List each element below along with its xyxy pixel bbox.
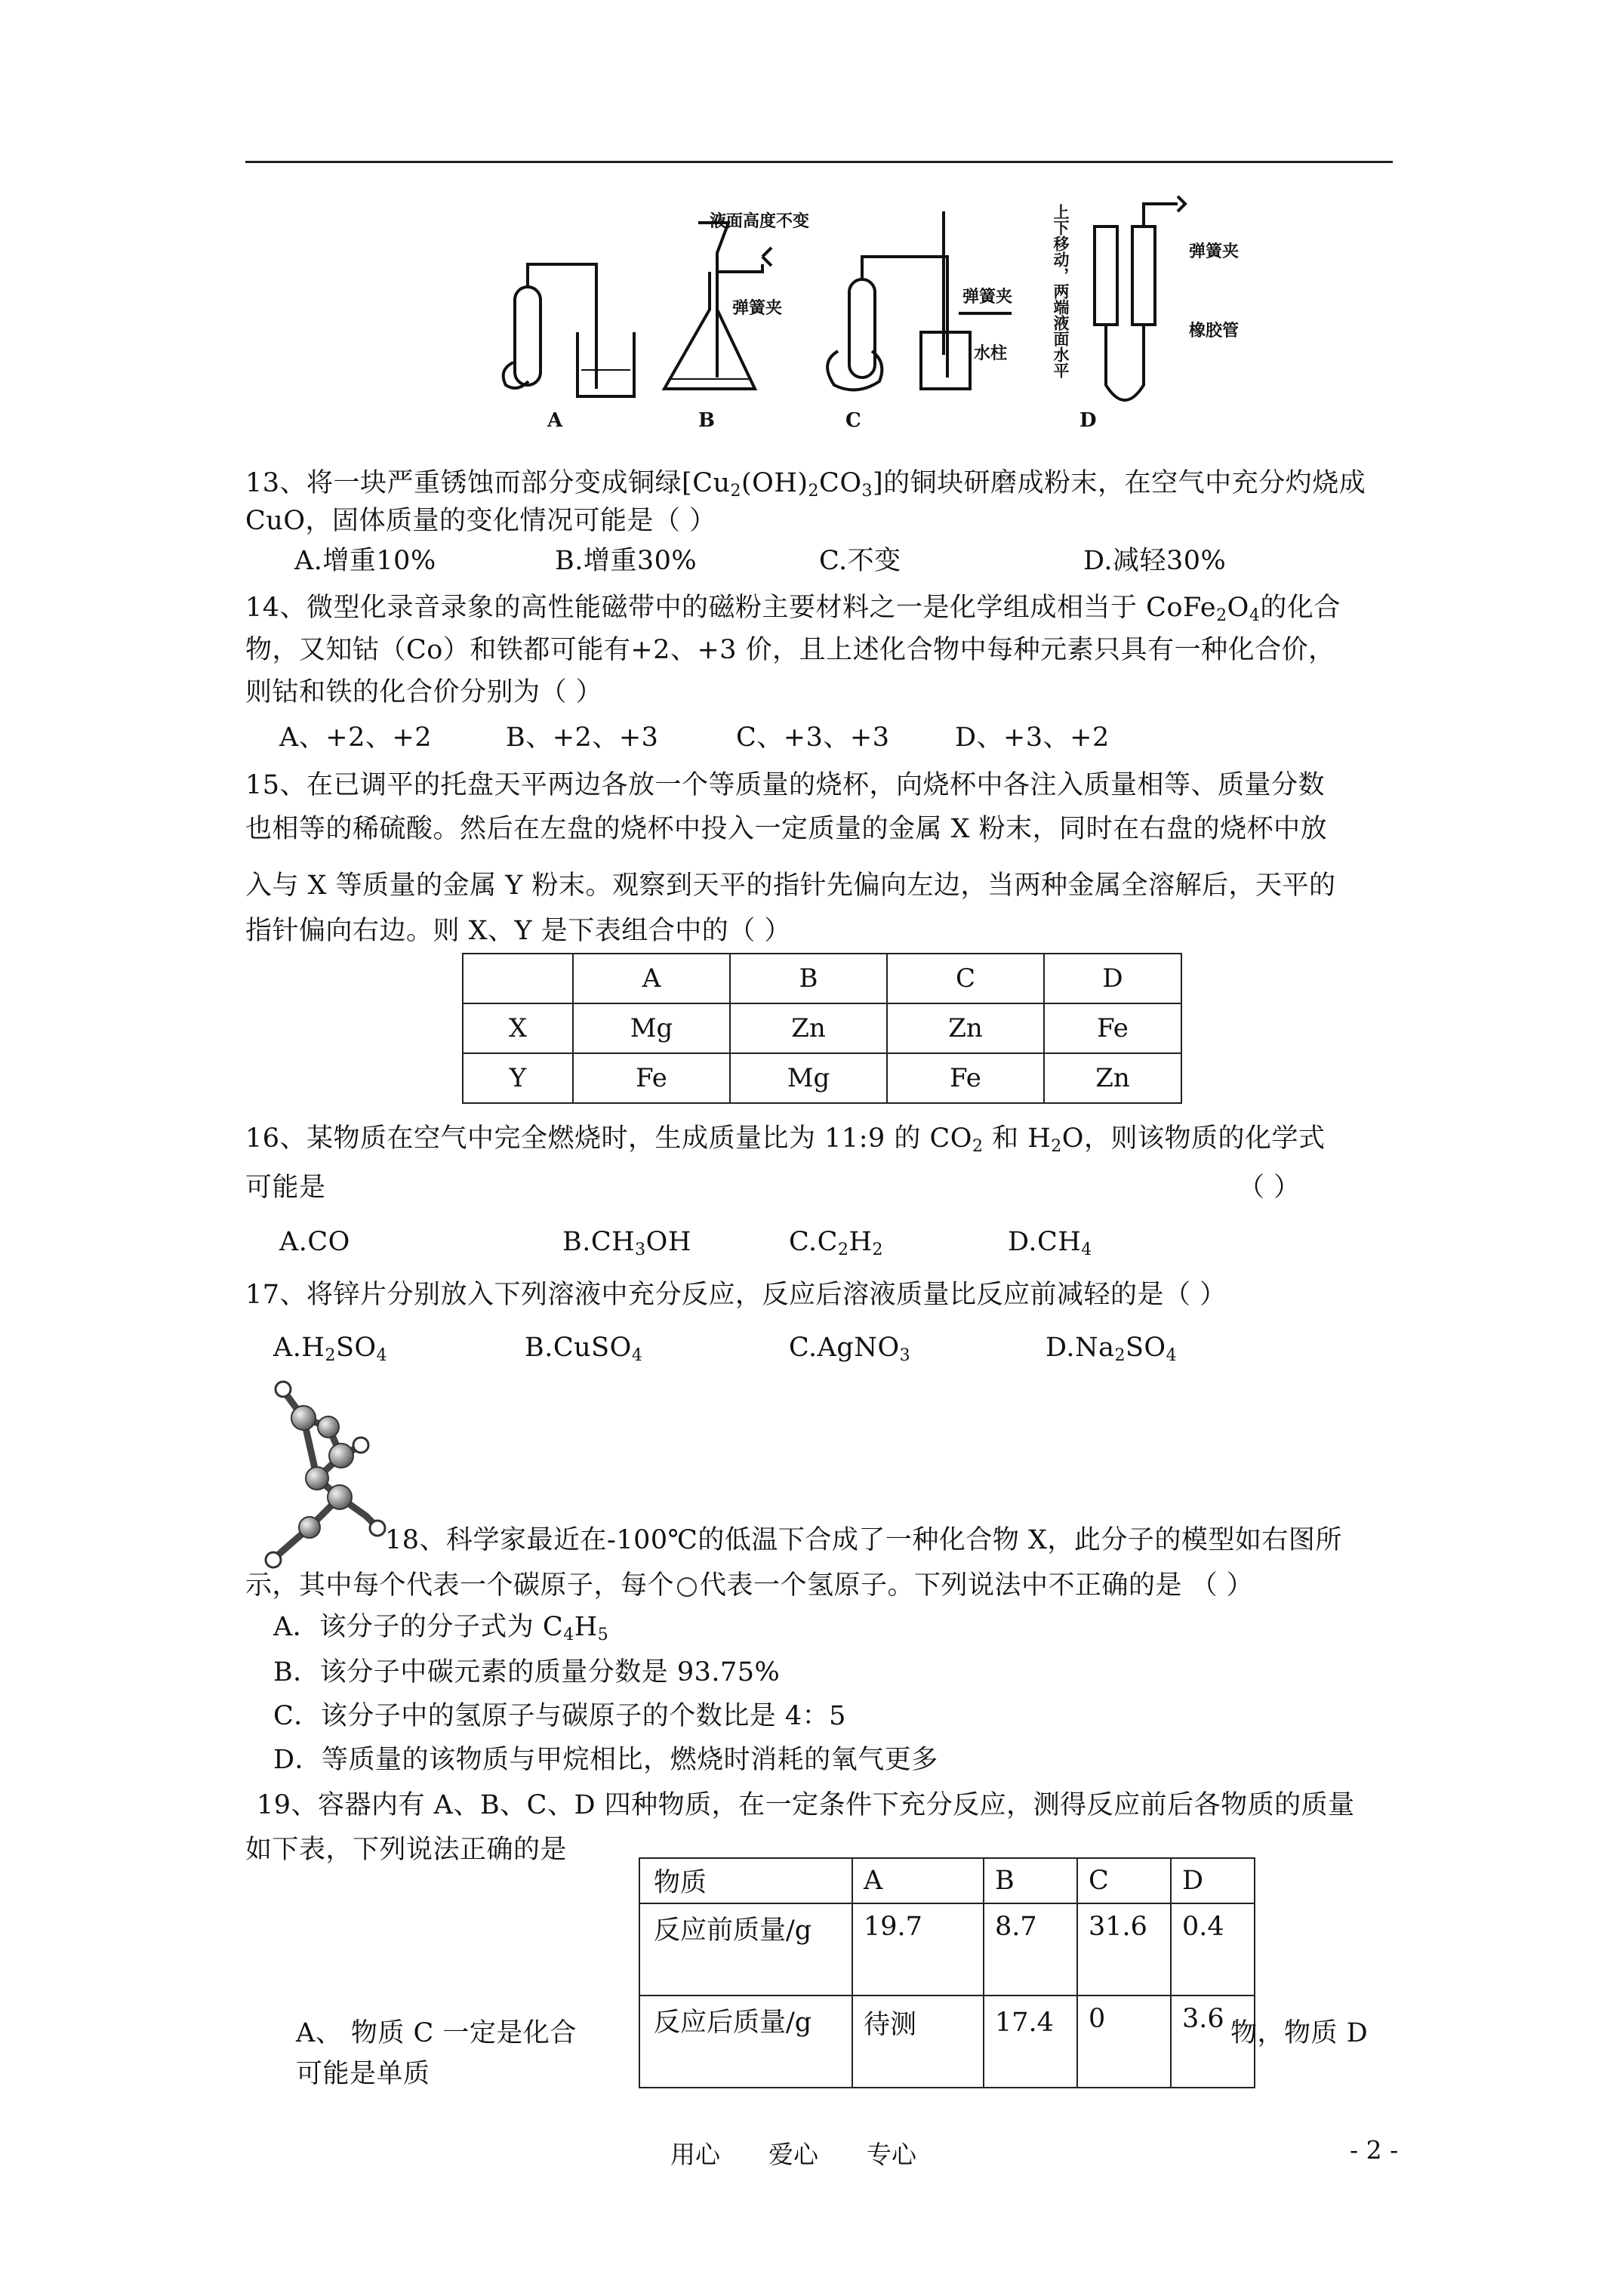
table-cell: Zn (887, 1003, 1044, 1053)
q16-option-c: $C.C_2H_2$ (789, 1227, 883, 1259)
label-d-tube: 橡胶管 (1189, 322, 1240, 341)
table-cell (463, 954, 573, 1003)
label-d-clip: 弹簧夹 (1189, 242, 1240, 261)
label-c-water: 水柱 (974, 344, 1008, 363)
q14-line3: 则钴和铁的化合价分别为（ ） (245, 677, 603, 707)
q17-option-a: $A.H_2SO_4$ (273, 1333, 388, 1365)
header-rule (245, 161, 1393, 163)
q19-line1: 19、容器内有 A、B、C、D 四种物质，在一定条件下充分反应，测得反应前后各物质的质量 (257, 1790, 1355, 1820)
q19-table (639, 1857, 1255, 2088)
table-cell: Mg (573, 1003, 730, 1053)
q15-table (462, 953, 1182, 1104)
table-row (463, 954, 1181, 1003)
label-b-note: 液面高度不变 (710, 212, 810, 231)
table-row (639, 1903, 1255, 1996)
apparatus-figure (483, 181, 1253, 438)
table-row (639, 1858, 1255, 1903)
table-row (463, 1053, 1181, 1103)
table-cell: Mg (730, 1053, 887, 1103)
q17-option-c: C.AgNO$_3$ (789, 1333, 911, 1365)
q18-option-d: D．等质量的该物质与甲烷相比，燃烧时消耗的氧气更多 (273, 1745, 938, 1775)
table-cell: 19.7 (852, 1903, 984, 1996)
q16-option-d: $D.CH_4$ (1008, 1227, 1092, 1259)
table-cell: 反应前质量/g (639, 1903, 852, 1996)
table-cell: D (1044, 954, 1181, 1003)
q13-line1: 13、将一块严重锈蚀而部分变成铜绿$[Cu_2(OH)_2CO_3]$的铜块研磨成粉末，在空气中充分灼烧成 (245, 468, 1366, 501)
q14-option-b: B、+2、+3 (506, 723, 659, 753)
q14-option-d: D、+3、+2 (955, 723, 1110, 753)
table-row (463, 1003, 1181, 1053)
q14-line2: 物，又知钴（Co）和铁都可能有+2、+3 价，且上述化合物中每种元素只具有一种化合价， (245, 635, 1335, 665)
q18-option-a: A．该分子的分子式为 $C_4H_5$ (273, 1612, 609, 1644)
table-cell: D (1171, 1858, 1255, 1903)
footer-text-2: 爱心 (768, 2140, 818, 2169)
table-cell: B (730, 954, 887, 1003)
page-number: - 2 - (1350, 2135, 1399, 2165)
q19-option-a-line2: 可能是单质 (296, 2059, 430, 2089)
q17-option-d: $D.Na_2SO_4$ (1046, 1333, 1178, 1365)
q16-line1: 16、某物质在空气中完全燃烧时，生成质量比为 11:9 的 $CO_2$ 和 $H_2O$，则该物质的化学式 (245, 1123, 1326, 1156)
q14-line1: 14、微型化录音录象的高性能磁带中的磁粉主要材料之一是化学组成相当于 $CoFe_2O_4$的化合 (245, 593, 1341, 625)
table-cell: Y (463, 1053, 573, 1103)
q13-option-a: A.增重10% (294, 546, 436, 576)
table-cell: 3.6 (1171, 1996, 1255, 2088)
table-cell: B (984, 1858, 1077, 1903)
q17-line1: 17、将锌片分别放入下列溶液中充分反应，反应后溶液质量比反应前减轻的是（ ） (245, 1280, 1227, 1310)
hydrogen-atom-icon (677, 1577, 697, 1597)
q18-option-c: C．该分子中的氢原子与碳原子的个数比是 4：5 (273, 1701, 846, 1731)
q15-line1: 15、在已调平的托盘天平两边各放一个等质量的烧杯，向烧杯中各注入质量相等、质量分数 (245, 770, 1326, 800)
table-cell: Zn (730, 1003, 887, 1053)
q14-option-c: C、+3、+3 (736, 723, 890, 753)
table-cell: 物质 (639, 1858, 852, 1903)
table-row (639, 1996, 1255, 2088)
table-cell: C (1077, 1858, 1171, 1903)
q13-option-b: B.增重30% (555, 546, 698, 576)
table-cell: Zn (1044, 1053, 1181, 1103)
label-d-move: 上下移动，两端液面水平 (1052, 204, 1070, 378)
q15-line4: 指针偏向右边。则 X、Y 是下表组合中的（ ） (245, 916, 791, 946)
q19-line2: 如下表，下列说法正确的是 (245, 1835, 568, 1865)
table-cell: 0.4 (1171, 1903, 1255, 1996)
footer-text-1: 用心 (670, 2140, 720, 2169)
table-cell: 31.6 (1077, 1903, 1171, 1996)
q19-option-a-left: A、 物质 C 一定是化合 (296, 2018, 577, 2048)
table-cell: C (887, 954, 1044, 1003)
table-cell: 反应后质量/g (639, 1996, 852, 2088)
q17-option-b: B.CuSO$_4$ (525, 1333, 643, 1365)
q13-option-d: D.减轻30% (1083, 546, 1227, 576)
q18-line1: 18、科学家最近在-100℃的低温下合成了一种化合物 X，此分子的模型如右图所 (385, 1525, 1342, 1555)
label-b: B (698, 409, 715, 432)
q18-option-b: B．该分子中碳元素的质量分数是 93.75% (273, 1657, 781, 1687)
q15-line2: 也相等的稀硫酸。然后在左盘的烧杯中投入一定质量的金属 X 粉末，同时在右盘的烧杯中放 (245, 814, 1328, 844)
q18-line2: 示，其中每个代表一个碳原子，每个 代表一个氢原子。下列说法中不正确的是 （ ） (245, 1570, 1254, 1601)
table-cell: 17.4 (984, 1996, 1077, 2088)
table-cell: 待测 (852, 1996, 984, 2088)
table-cell: X (463, 1003, 573, 1053)
q16-line2: 可能是 (245, 1173, 326, 1203)
label-c-clip: 弹簧夹 (962, 288, 1013, 307)
label-b-clip: 弹簧夹 (732, 299, 783, 318)
q14-option-a: A、+2、+2 (279, 723, 432, 753)
table-cell: A (573, 954, 730, 1003)
table-cell: Fe (1044, 1003, 1181, 1053)
table-cell: 8.7 (984, 1903, 1077, 1996)
label-a: A (547, 409, 563, 432)
table-cell: Fe (573, 1053, 730, 1103)
q16-option-b: $B.CH_3OH$ (562, 1227, 691, 1259)
footer-text-3: 专心 (867, 2140, 916, 2169)
q16-answer-paren: （ ） (1238, 1173, 1301, 1203)
q13-option-c: C.不变 (819, 546, 901, 576)
label-c: C (845, 409, 861, 432)
q13-line2: CuO，固体质量的变化情况可能是（ ） (245, 506, 716, 536)
table-cell: A (852, 1858, 984, 1903)
q19-option-a-right: 物，物质 D (1230, 2018, 1369, 2048)
q16-option-a: A.CO (279, 1227, 350, 1257)
table-cell: 0 (1077, 1996, 1171, 2088)
q15-line3: 入与 X 等质量的金属 Y 粉末。观察到天平的指针先偏向左边，当两种金属全溶解后，天平的 (245, 871, 1336, 901)
label-d: D (1079, 409, 1097, 432)
apparatus-diagram (483, 181, 1253, 438)
table-cell: Fe (887, 1053, 1044, 1103)
